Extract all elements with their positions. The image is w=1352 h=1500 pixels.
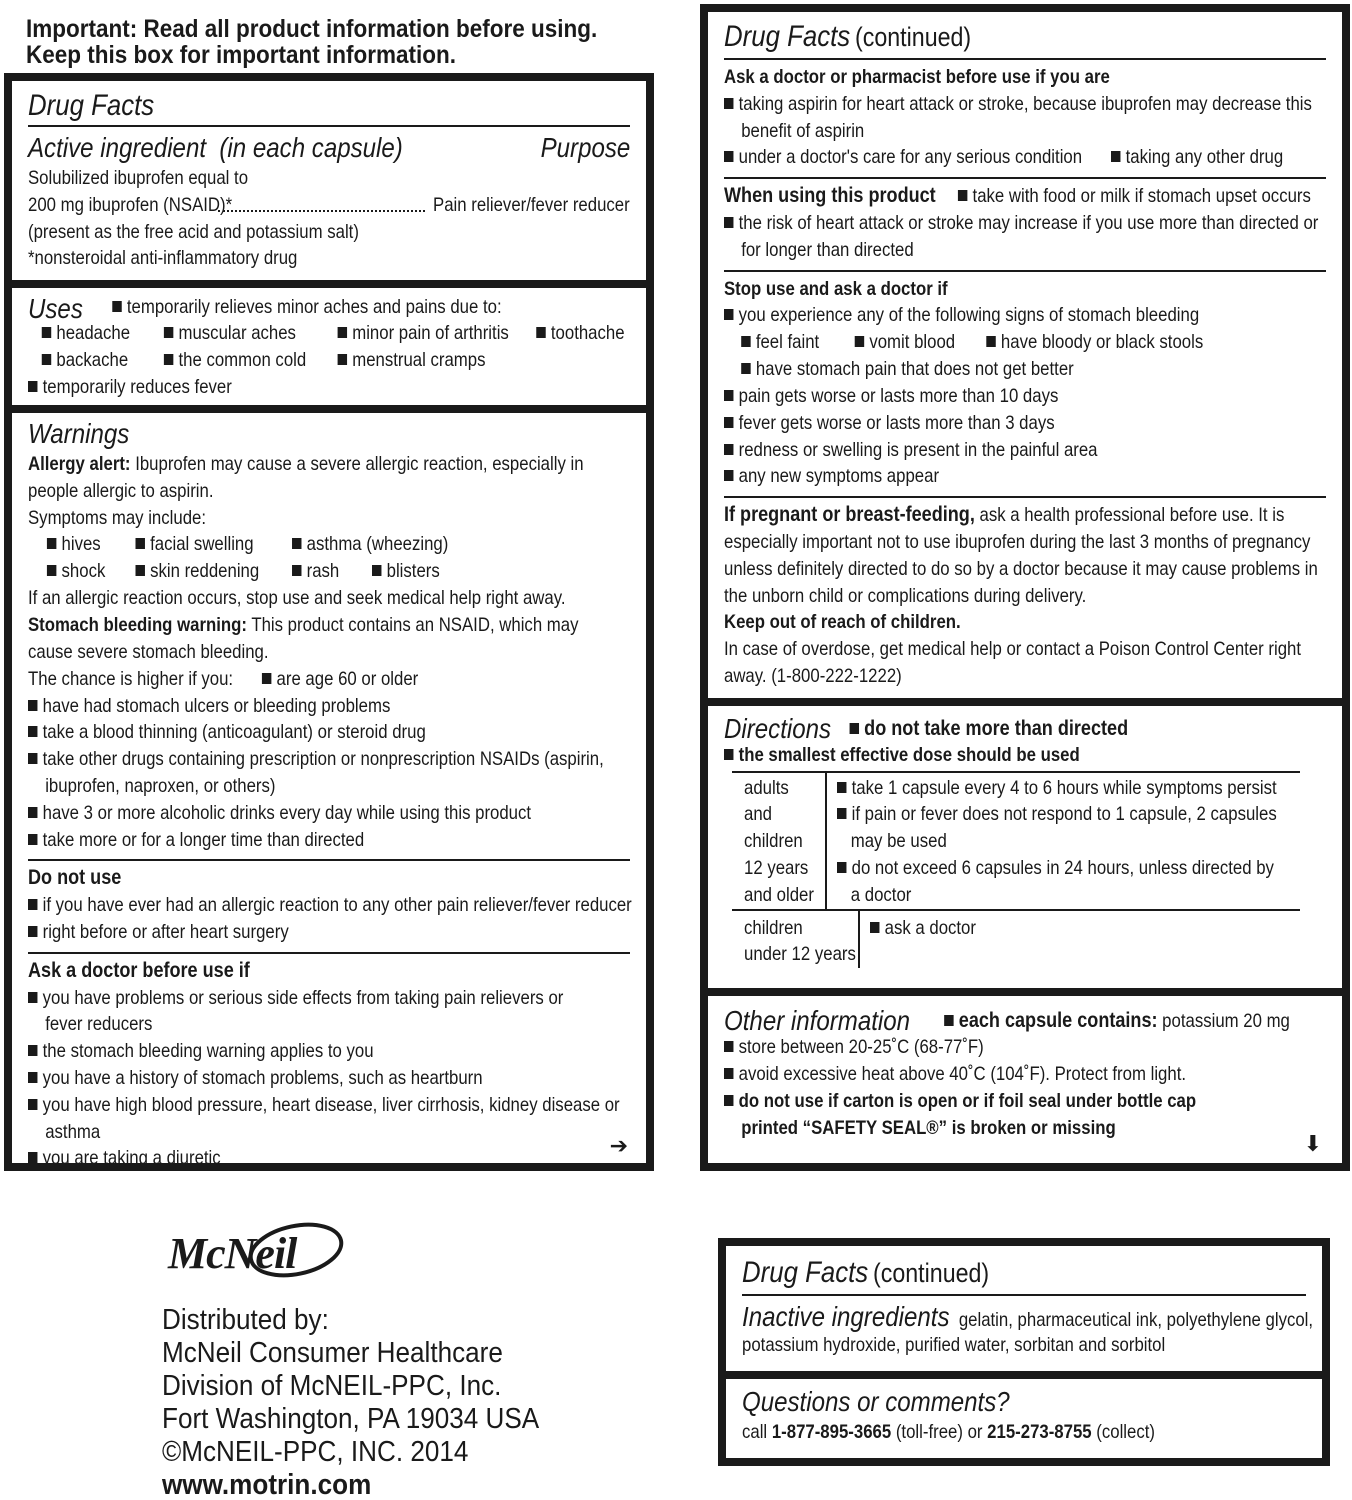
ask-doctor-item-2: the stomach bleeding warning applies to you (28, 1038, 546, 1065)
important-line-2: Keep this box for important information. (26, 41, 457, 69)
pregnant-line-4: the unborn child or complications during delivery. (724, 584, 1087, 607)
symptoms-row-2: shock skin reddening rash blisters (28, 558, 546, 585)
children-item: ask a doctor (870, 915, 976, 942)
directions-table (732, 771, 1300, 969)
directions-row: Directions do not take more than directed (724, 712, 1129, 744)
questions-title: Questions or comments? (742, 1385, 1010, 1417)
important-notice (26, 16, 597, 68)
uses-fever: temporarily reduces fever (28, 374, 546, 401)
ask-pharmacist-item-1-cont: benefit of aspirin (741, 119, 865, 142)
adults-label-3: children (744, 830, 803, 853)
toll-free-phone[interactable]: 1-877-895-3665 (771, 1420, 892, 1443)
directions-item-2: the smallest effective dose should be used (724, 742, 1242, 769)
stop-use-title: Stop use and ask a doctor if (724, 277, 948, 300)
mcneil-logo (166, 1222, 350, 1287)
right-arrow-icon: ➔ (609, 1133, 628, 1158)
ask-pharmacist-row-2: under a doctor's care for any serious condition taking any other drug (724, 144, 1242, 171)
adults-label-2: and (744, 803, 772, 826)
adults-label-5: and older (744, 883, 814, 906)
adults-label-1: adults (744, 776, 789, 799)
allergy-line-2: people allergic to aspirin. (28, 479, 214, 502)
active-line-3: (present as the free acid and potassium salt) (28, 220, 359, 243)
left-drug-facts-panel (4, 73, 654, 1171)
purpose-value: Pain reliever/fever reducer (433, 193, 630, 216)
allergy-alert: Allergy alert: Ibuprofen may cause a severe allergic reaction, especially in (28, 452, 584, 475)
uses-title: Uses (28, 293, 83, 325)
directions-children-row (732, 911, 1300, 969)
adults-item-3: do not exceed 6 capsules in 24 hours, unless directed by (837, 855, 1277, 882)
other-item-3: avoid excessive heat above 40˚C (104˚F). Protect from light. (724, 1061, 1242, 1088)
when-using-item-2: the risk of heart attack or stroke may increase if you use more than directed or (724, 210, 1242, 237)
inactive-ingredients-line-2: potassium hydroxide, purified water, sorbitan and sorbitol (742, 1334, 1166, 1356)
allergy-action: If an allergic reaction occurs, stop use and seek medical help right away. (28, 587, 566, 610)
distributor-division: Division of McNEIL-PPC, Inc. (162, 1370, 502, 1402)
symptoms-intro: Symptoms may include: (28, 506, 207, 529)
chance-intro: The chance is higher if you: are age 60 or older (28, 667, 419, 690)
ask-doctor-item-1-cont: fever reducers (45, 1013, 153, 1036)
active-ingredient-heading: Active ingredient (in each capsule) (28, 132, 403, 163)
ask-doctor-item-1: you have problems or serious side effects from taking pain relievers or (28, 985, 546, 1012)
ask-pharmacist-item-1: taking aspirin for heart attack or stroke, because ibuprofen may decrease this (724, 91, 1242, 118)
children-label-2: under 12 years (744, 943, 856, 966)
symptoms-row-1: hives facial swelling asthma (wheezing) (28, 531, 546, 558)
right-drug-facts-panel (700, 4, 1350, 1171)
keep-out-line-1: In case of overdose, get medical help or contact a Poison Control Center right (724, 638, 1302, 661)
directions-adults-row (732, 773, 1300, 911)
chance-item-5: take more or for a longer time than directed (28, 827, 546, 854)
inactive-ingredients-panel (718, 1238, 1330, 1466)
mcneil-logo-text: McNeil (168, 1229, 297, 1278)
down-arrow-icon: ⬇ (1303, 1131, 1322, 1156)
stop-item-3: fever gets worse or lasts more than 3 days (724, 410, 1242, 437)
chance-item-2: take a blood thinning (anticoagulant) or steroid drug (28, 719, 546, 746)
adults-item-3-cont: a doctor (851, 883, 912, 906)
do-not-use-item-2: right before or after heart surgery (28, 919, 546, 946)
ask-doctor-title: Ask a doctor before use if (28, 958, 250, 982)
stop-sign-4: have stomach pain that does not get better (724, 356, 1242, 383)
chance-item-3-cont: ibuprofen, naproxen, or others) (45, 774, 276, 797)
ask-doctor-item-5: you are taking a diuretic (28, 1145, 546, 1172)
uses-row: Uses temporarily relieves minor aches and pains due to: (28, 293, 502, 325)
uses-items-row-1: headache muscular aches minor pain of arthritis toothache (28, 320, 546, 347)
stomach-line-2: cause severe stomach bleeding. (28, 640, 269, 663)
distributor-block (162, 1304, 581, 1500)
distributor-name: McNeil Consumer Healthcare (162, 1337, 503, 1369)
ask-doctor-item-3: you have a history of stomach problems, such as heartburn (28, 1065, 546, 1092)
drug-facts-continued-title: Drug Facts (continued) (724, 20, 971, 53)
stop-item-2: pain gets worse or lasts more than 10 days (724, 383, 1242, 410)
ask-doctor-item-4-cont: asthma (45, 1120, 101, 1143)
stop-item-5: any new symptoms appear (724, 463, 1242, 490)
chance-item-4: have 3 or more alcoholic drinks every day while using this product (28, 800, 546, 827)
keep-out-line-2: away. (1-800-222-1222) (724, 664, 902, 687)
questions-call-line: call 1-877-895-3665 (toll-free) or 215-273-8755 (collect) (742, 1420, 1155, 1443)
pregnant-line-1: If pregnant or breast-feeding, ask a health professional before use. It is (724, 503, 1285, 527)
drug-facts-title: Drug Facts (28, 89, 155, 122)
active-line-4: *nonsteroidal anti-inflammatory drug (28, 247, 298, 270)
inactive-ingredients-row: Inactive ingredients gelatin, pharmaceutical ink, polyethylene glycol, (742, 1301, 1314, 1332)
warnings-title: Warnings (28, 417, 130, 449)
stomach-warning: Stomach bleeding warning: This product contains an NSAID, which may (28, 614, 579, 637)
stop-signs-row: feel faint vomit blood have bloody or black stools (724, 329, 1242, 356)
do-not-use-title: Do not use (28, 866, 122, 890)
stop-item-4: redness or swelling is present in the painful area (724, 437, 1242, 464)
other-item-4-cont: printed “SAFETY SEAL®” is broken or missing (741, 1116, 1116, 1139)
pregnant-line-3: unless definitely directed to do so by a doctor because it may cause problems in (724, 557, 1318, 580)
important-line-1: Important: Read all product information before using. (26, 15, 598, 43)
ask-pharmacist-title: Ask a doctor or pharmacist before use if you are (724, 66, 1110, 88)
distributed-by: Distributed by: (162, 1304, 329, 1336)
active-line-1: Solubilized ibuprofen equal to (28, 167, 249, 189)
other-item-4: do not use if carton is open or if foil seal under bottle cap (724, 1088, 1242, 1115)
copyright: ©McNEIL-PPC, INC. 2014 (162, 1436, 469, 1468)
adults-item-2: if pain or fever does not respond to 1 capsule, 2 capsules (837, 801, 1277, 828)
do-not-use-item-1: if you have ever had an allergic reaction to any other pain reliever/fever reducer (28, 892, 546, 919)
collect-phone[interactable]: 215-273-8755 (987, 1420, 1092, 1443)
adults-label-4: 12 years (744, 856, 809, 879)
children-label-1: children (744, 916, 803, 939)
pregnant-line-2: especially important not to use ibuprofen during the last 3 months of pregnancy (724, 530, 1311, 553)
other-info-row: Other information each capsule contains: potassium 20 mg (724, 1005, 1290, 1037)
ask-doctor-item-4: you have high blood pressure, heart disease, liver cirrhosis, kidney disease or (28, 1092, 546, 1119)
uses-items-row-2: backache the common cold menstrual cramps (28, 347, 546, 374)
distributor-address: Fort Washington, PA 19034 USA (162, 1403, 540, 1435)
drug-facts-continued-title-2: Drug Facts (continued) (742, 1256, 989, 1289)
website-link[interactable]: www.motrin.com (162, 1469, 372, 1500)
chance-item-3: take other drugs containing prescription or nonprescription NSAIDs (aspirin, (28, 746, 546, 773)
other-item-2: store between 20-25˚C (68-77˚F) (724, 1034, 1242, 1061)
keep-out-title: Keep out of reach of children. (724, 611, 961, 634)
adults-item-1: take 1 capsule every 4 to 6 hours while symptoms persist (837, 775, 1277, 802)
chance-item-1: have had stomach ulcers or bleeding problems (28, 693, 546, 720)
active-line-2: 200 mg ibuprofen (NSAID)* Pain reliever/fever reducer (28, 192, 630, 219)
purpose-heading: Purpose (540, 132, 630, 163)
adults-item-2-cont: may be used (851, 830, 948, 853)
when-using-row: When using this product take with food or milk if stomach upset occurs (724, 184, 1311, 208)
when-using-item-2-cont: for longer than directed (741, 238, 914, 261)
stop-use-item-1: you experience any of the following signs of stomach bleeding (724, 302, 1242, 329)
